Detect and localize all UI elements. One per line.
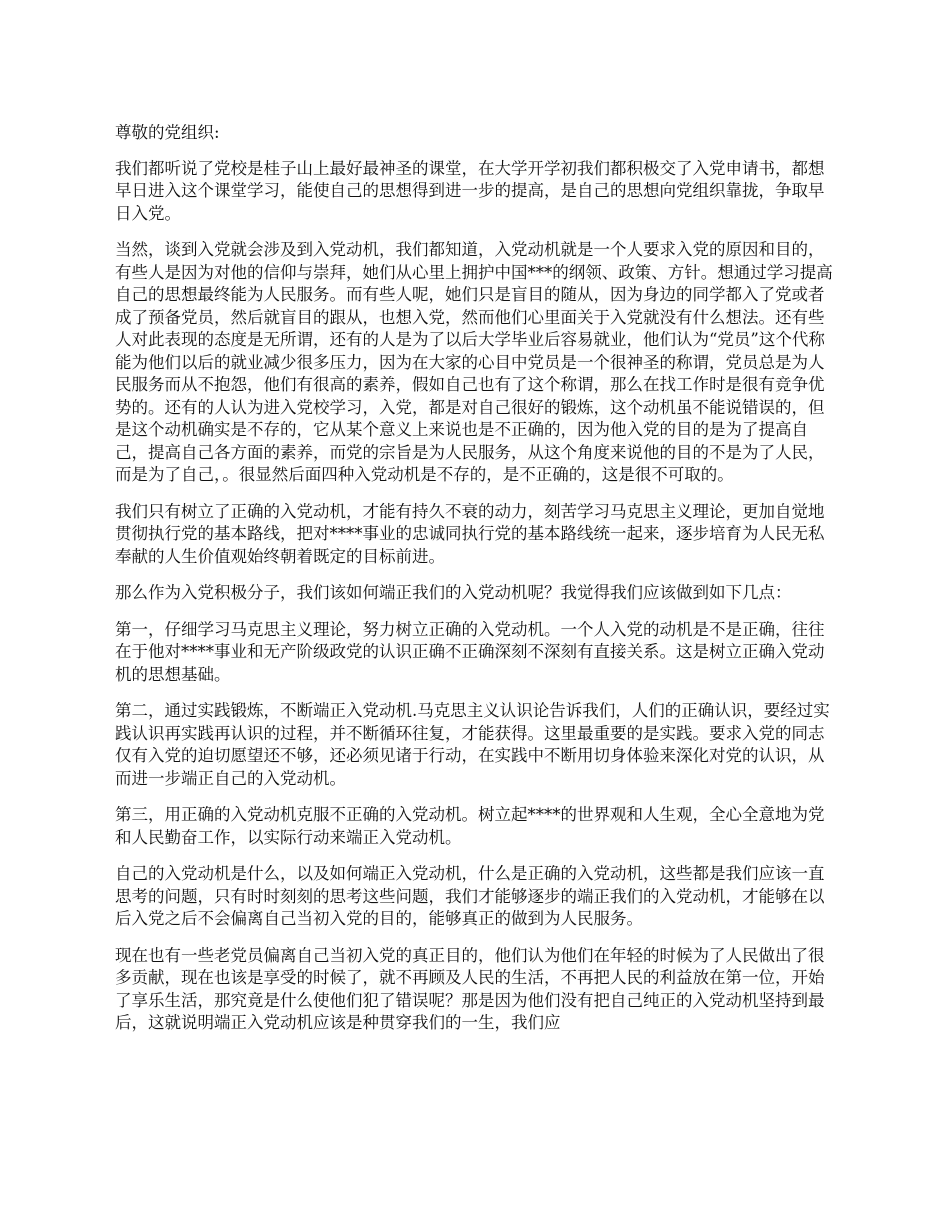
- paragraph-point-three: 第三，用正确的入党动机克服不正确的入党动机。树立起****的世界观和人生观，全心全意地为党和人民勤奋工作，以实际行动来端正入党动机。: [115, 805, 825, 847]
- paragraph-question: 那么作为入党积极分子，我们该如何端正我们的入党动机呢？我觉得我们应该做到如下几点：: [115, 583, 792, 602]
- paragraph-reflection: 自己的入党动机是什么，以及如何端正入党动机，什么是正确的入党动机，这些都是我们应该一直思考的问题，只有时时刻刻的思考这些问题，我们才能够逐步的端正我们的入党动机，才能够在以后入党之后不会偏离自己当初入党的目的，能够真正的做到为人民服务。: [115, 864, 825, 928]
- paragraph-correct-motive: 我们只有树立了正确的入党动机，才能有持久不衰的动力，刻苦学习马克思主义理论，更加自觉地贯彻执行党的基本路线，把对****事业的忠诚同执行党的基本路线统一起来，逐步培育为人民无私奉献的人生价值观始终朝着既定的目标前进。: [115, 501, 825, 566]
- paragraph-intro: 我们都听说了党校是桂子山上最好最神圣的课堂，在大学开学初我们都积极交了入党申请书，都想早日进入这个课堂学习，能使自己的思想得到进一步的提高，是自己的思想向党组织靠拢，争取早日入党。: [115, 158, 825, 223]
- paragraph-point-one: 第一，仔细学习马克思主义理论，努力树立正确的入党动机。一个人入党的动机是不是正确，往往在于他对****事业和无产阶级政党的认识正确不正确深刻不深刻有直接关系。这是树立正确入党动机的思想基础。: [115, 619, 825, 684]
- paragraph-old-members: 现在也有一些老党员偏离自己当初入党的真正目的，他们认为他们在年轻的时候为了人民做出了很多贡献，现在也该是享受的时候了，就不再顾及人民的生活，不再把人民的利益放在第一位，开始了享乐生活，那究竟是什么使他们犯了错误呢？那是因为他们没有把自己纯正的入党动机坚持到最后，这就说明端正入党动机应该是种贯穿我们的一生，我们应: [115, 945, 825, 1032]
- paragraph-motives: 当然，谈到入党就会涉及到入党动机，我们都知道，入党动机就是一个人要求入党的原因和目的，有些人是因为对他的信仰与崇拜，她们从心里上拥护中国***的纲领、政策、方针。想通过学习提高自己的思想最终能为人民服务。而有些人呢，她们只是盲目的随从，因为身边的同学都入了党或者成了预备党员，然后就盲目的跟从，也想入党，然而他们心里面关于入党就没有什么想法。还有些人对此表现的态度是无所谓，还有的人是为了以后大学毕业后容易就业，他们认为“党员”这个代称能为他们以后的就业减少很多压力，因为在大家的心目中党员是一个很神圣的称谓，党员总是为人民服务而从不抱怨，他们有很高的素养，假如自己也有了这个称谓，那么在找工作时是很有竞争优势的。还有的人认为进入党校学习，入党，都是对自己很好的锻炼，这个动机虽不能说错误的，但是这个动机确实是不存的，它从某个意义上来说也是不正确的，因为他入党的目的是为了提高自己，提高自己各方面的素养，而党的宗旨是为人民服务，从这个角度来说他的目的不是为了人民，而是为了自己，。很显然后面四种入党动机是不存的，是不正确的，这是很不可取的。: [115, 240, 833, 484]
- paragraph-point-two: 第二，通过实践锻炼，不断端正入党动机.马克思主义认识论告诉我们，人们的正确认识，要经过实践认识再实践再认识的过程，并不断循环往复，才能获得。这里最重要的是实践。要求入党的同志仅有入党的迫切愿望还不够，还必须见诸于行动，在实践中不断用切身体验来深化对党的认识，从而进一步端正自己的入党动机。: [115, 701, 830, 788]
- salutation: 尊敬的党组织:: [115, 123, 220, 142]
- document-page: [115, 122, 840, 1049]
